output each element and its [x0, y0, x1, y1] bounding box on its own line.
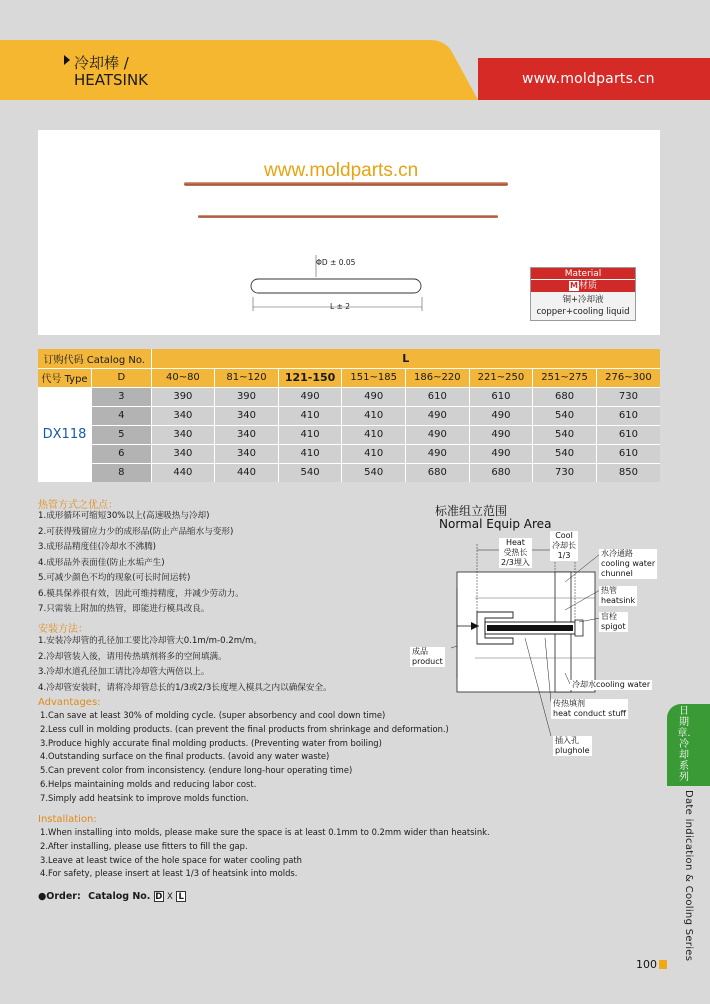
- catalog-label: 订购代码 Catalog No.: [38, 349, 151, 368]
- cell: 490: [406, 406, 470, 425]
- cell: 440: [151, 463, 215, 482]
- list-item: 4.For safety, please insert at least 1/3 of heatsink into molds.: [40, 868, 298, 879]
- cell: 490: [406, 444, 470, 463]
- d-label: D: [92, 368, 152, 387]
- table-row: [38, 425, 660, 444]
- cell: 410: [278, 406, 342, 425]
- diagram-title-en: Normal Equip Area: [439, 517, 552, 531]
- list-item: 7.Simply add heatsink to improve molds function.: [40, 792, 249, 803]
- cell: 730: [533, 463, 597, 482]
- cell: 440: [215, 463, 279, 482]
- l-label: L: [151, 349, 660, 368]
- list-item: 6.模具保养很有效，因此可维持精度，并减少劳动力。: [38, 588, 244, 599]
- watermark-url: www.moldparts.cn: [264, 160, 419, 181]
- cell: 410: [342, 425, 406, 444]
- list-item: 3.成形品精度佳(冷却水不沸腾): [38, 542, 157, 552]
- type-value: DX118: [38, 387, 92, 482]
- material-label: 材质: [578, 281, 597, 291]
- row-d: 3: [92, 387, 152, 406]
- col-header: 121-150: [278, 368, 342, 387]
- col-header: 40~80: [151, 368, 215, 387]
- row-d: 5: [92, 425, 152, 444]
- cell: 490: [469, 406, 533, 425]
- order-box-d: D: [155, 892, 163, 902]
- cell: 850: [596, 463, 660, 482]
- order-box-l: L: [176, 891, 186, 902]
- adv-cn-title: 热管方式之优点：: [38, 500, 118, 511]
- heatsink-rod-small: [198, 215, 498, 218]
- dimension-table: [38, 349, 660, 482]
- cell: 340: [151, 425, 215, 444]
- list-item: 2.冷却管装入後，请用传热填剂将多的空间填满。: [38, 651, 227, 662]
- installation-diagram: [405, 498, 670, 758]
- cell: 390: [151, 387, 215, 406]
- dim-length: L ± 2: [330, 302, 351, 311]
- adv-en-list: [40, 709, 449, 806]
- list-item: 5.可减少颜色不均的现象(可长时间运转): [38, 573, 191, 583]
- col-header: 151~185: [342, 368, 406, 387]
- adv-cn-list: [38, 509, 244, 618]
- cell: 410: [278, 444, 342, 463]
- side-tab-en: Date indication & Cooling Series: [683, 790, 694, 962]
- list-item: 3.冷却水道孔径加工请比冷却管大两倍以上。: [38, 667, 210, 677]
- conduct-label: 传热填剂 heat conduct stuff: [553, 699, 627, 718]
- cell: 490: [406, 425, 470, 444]
- cell: 410: [342, 444, 406, 463]
- side-tab-cn: 日期章.冷却系列: [677, 706, 691, 783]
- list-item: 3.Produce highly accurate final molding products. (Preventing water from boiling): [40, 737, 382, 748]
- row-d: 6: [92, 444, 152, 463]
- col-header: 186~220: [406, 368, 470, 387]
- product-label: 成品 product: [412, 647, 443, 666]
- bullet-icon: ●: [38, 891, 47, 902]
- type-label: 代号 Type: [38, 368, 92, 387]
- title-cn: 冷却棒 /: [74, 54, 129, 72]
- cell: 730: [596, 387, 660, 406]
- heatsink-rod-large: [184, 182, 508, 186]
- list-item: 2.可获得残留应力少的成形品(防止产品缩水与变形): [38, 526, 234, 537]
- list-item: 2.Less cull in molding products. (can prevent the final products from shrinkage and deformation.): [40, 723, 449, 734]
- heat-label: Heat 受热长 2/3埋入: [501, 538, 530, 567]
- list-item: 5.Can prevent color from inconsistency. (endure long-hour operating time): [40, 765, 353, 776]
- cell: 610: [596, 425, 660, 444]
- cool-label: Cool 冷却长 1/3: [552, 531, 576, 560]
- cell: 490: [342, 387, 406, 406]
- water-channel-label: 水冷通路 cooling water chunnel: [601, 549, 656, 578]
- dimension-drawing: [238, 245, 438, 325]
- material-value-en: copper+cooling liquid: [536, 307, 630, 317]
- header-url: www.moldparts.cn: [522, 71, 655, 87]
- install-en-list: [40, 826, 490, 881]
- cell: 490: [469, 425, 533, 444]
- page-marker: [659, 960, 667, 969]
- spigot-label: 盲栓 spigot: [601, 612, 626, 631]
- cell: 540: [533, 406, 597, 425]
- table-row: [38, 406, 660, 425]
- col-header: 251~275: [533, 368, 597, 387]
- install-en-title: Installation:: [38, 814, 97, 825]
- order-prefix: Order:: [46, 891, 81, 902]
- adv-en-title: Advantages:: [38, 697, 101, 708]
- cell: 410: [342, 406, 406, 425]
- list-item: 6.Helps maintaining molds and reducing labor cost.: [40, 778, 257, 789]
- table-row: [38, 444, 660, 463]
- list-item: 1.成形循环可缩短30%以上(高速吸热与冷却): [38, 511, 210, 521]
- heatsink-label: 热管 heatsink: [601, 586, 636, 605]
- page-number: 100: [636, 958, 657, 971]
- cell: 340: [215, 425, 279, 444]
- material-value-cn: 铜+冷却液: [562, 295, 604, 305]
- page-header: [0, 0, 710, 100]
- order-catalog: Catalog No.: [88, 891, 151, 902]
- cell: 540: [533, 425, 597, 444]
- diagram-title-cn: 标准组立范围: [435, 504, 508, 518]
- install-cn-list: [38, 634, 332, 696]
- cell: 610: [406, 387, 470, 406]
- row-d: 8: [92, 463, 152, 482]
- row-d: 4: [92, 406, 152, 425]
- col-header: 81~120: [215, 368, 279, 387]
- table-row: [38, 463, 660, 482]
- order-sep: X: [167, 892, 173, 902]
- cooling-water-label: 冷却水cooling water: [572, 680, 651, 689]
- col-header: 221~250: [469, 368, 533, 387]
- list-item: 7.只需装上附加的热管，即能进行模具改良。: [38, 604, 210, 614]
- list-item: 2.After installing, please use fitters to fill the gap.: [40, 840, 248, 851]
- order-line: [38, 891, 186, 902]
- cell: 540: [278, 463, 342, 482]
- cell: 490: [278, 387, 342, 406]
- cell: 340: [215, 406, 279, 425]
- col-header: 276~300: [596, 368, 660, 387]
- cell: 490: [469, 444, 533, 463]
- install-cn-title: 安装方法：: [38, 624, 88, 635]
- cell: 340: [151, 444, 215, 463]
- cell: 410: [278, 425, 342, 444]
- cell: 540: [533, 444, 597, 463]
- cell: 340: [215, 444, 279, 463]
- cell: 610: [596, 444, 660, 463]
- material-m-badge: M: [570, 281, 578, 290]
- cell: 680: [406, 463, 470, 482]
- cell: 610: [596, 406, 660, 425]
- plughole-label: 插入孔 plughole: [555, 736, 590, 755]
- list-item: 4.Outstanding surface on the final products. (avoid any water waste): [40, 751, 330, 762]
- material-header: Material: [531, 268, 635, 280]
- dim-diameter: ΦD ± 0.05: [316, 258, 356, 267]
- title-en: HEATSINK: [74, 71, 149, 89]
- list-item: 1.安装冷却管的孔径加工要比冷却管大0.1m/m-0.2m/m。: [38, 636, 263, 646]
- product-image-panel: [38, 130, 660, 335]
- list-item: 4.成形品外表面佳(防止水垢产生): [38, 557, 165, 568]
- material-box: [530, 267, 636, 321]
- list-item: 1.When installing into molds, please make sure the space is at least 0.1mm to 0.2mm wider than heatsink.: [40, 827, 490, 837]
- list-item: 3.Leave at least twice of the hole space for water cooling path: [40, 854, 302, 865]
- list-item: 4.冷却管安装时，请将冷却管总长的1/3或2/3长度埋入模具之内以确保安全。: [38, 682, 332, 693]
- cell: 680: [533, 387, 597, 406]
- cell: 680: [469, 463, 533, 482]
- list-item: 1.Can save at least 30% of molding cycle. (super absorbency and cool down time): [40, 710, 386, 720]
- cell: 390: [215, 387, 279, 406]
- table-row: [38, 387, 660, 406]
- cell: 340: [151, 406, 215, 425]
- cell: 610: [469, 387, 533, 406]
- cell: 540: [342, 463, 406, 482]
